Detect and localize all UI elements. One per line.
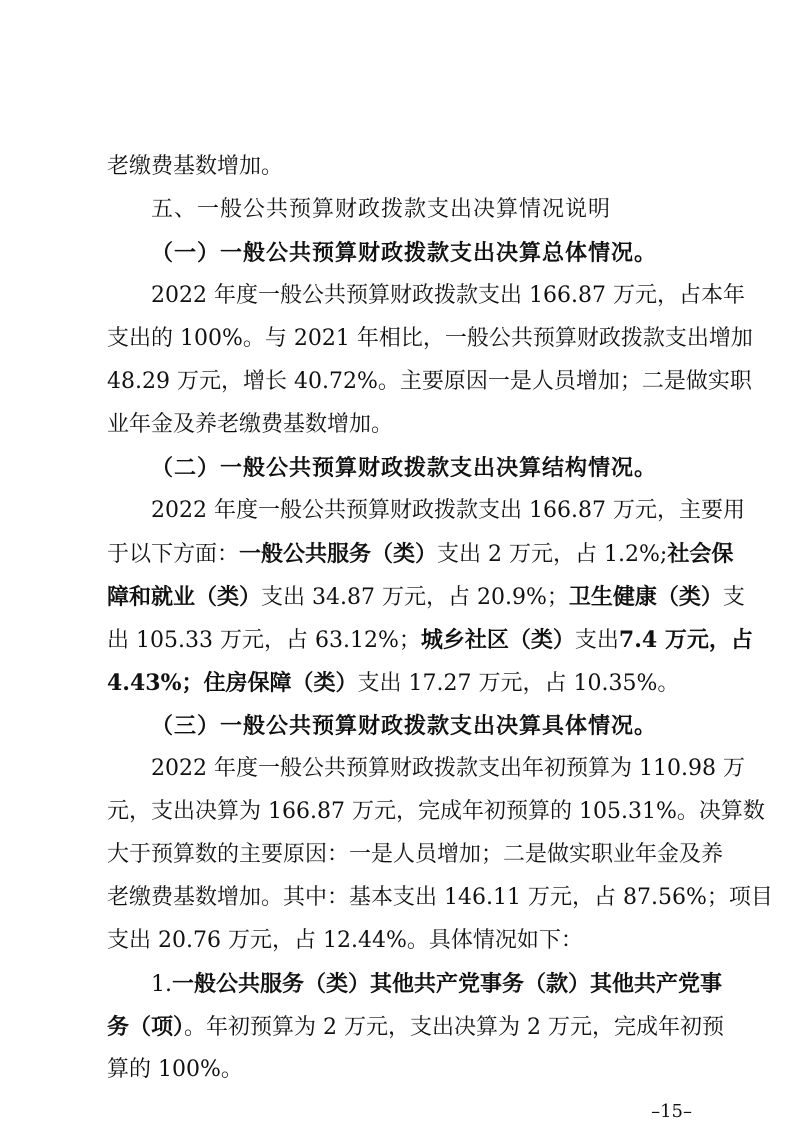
- category-name: 4.43%；住房保障（类）: [107, 670, 358, 696]
- category-name: 一般公共服务（类）: [239, 541, 438, 567]
- text-run: 。年初预算为 2 万元，支出决算为 2 万元，完成年初预: [184, 1015, 724, 1040]
- category-name: 障和就业（类）: [107, 584, 262, 610]
- section-heading: 五、一般公共预算财政拨款支出决算情况说明: [151, 197, 612, 222]
- text-line: 2022 年度一般公共预算财政拨款支出 166.87 万元，占本年: [151, 283, 745, 308]
- text-line: [107, 539, 734, 569]
- text-line: [151, 969, 723, 999]
- text-line: 支出 20.76 万元，占 12.44%。具体情况如下：: [107, 928, 583, 953]
- text-line: 元，支出决算为 166.87 万元，完成年初预算的 105.31%。决算数: [107, 799, 765, 824]
- item-title: 一般公共服务（类）其他共产党事务（款）其他共产党事: [172, 971, 723, 997]
- text-line: [107, 582, 745, 612]
- text-line: 老缴费基数增加。其中：基本支出 146.11 万元，占 87.56%；项目: [107, 885, 773, 910]
- text-run: 支出 34.87 万元，占 20.9%；: [261, 585, 569, 610]
- text-line: 算的 100%。: [107, 1057, 243, 1082]
- text-line: [107, 668, 687, 698]
- text-run: 于以下方面：: [107, 542, 240, 567]
- text-line: 2022 年度一般公共预算财政拨款支出 166.87 万元，主要用: [151, 498, 745, 523]
- text-line: 大于预算数的主要原因：一是人员增加；二是做实职业年金及养: [107, 842, 724, 867]
- item-number: 1.: [151, 972, 172, 997]
- category-name: 社会保: [667, 541, 734, 567]
- text-line: 老缴费基数增加。: [107, 154, 284, 179]
- subsection-heading-3: （三）一般公共预算财政拨款支出决算具体情况。: [151, 713, 658, 739]
- text-run: 支出 17.27 万元，占 10.35%。: [357, 671, 680, 696]
- text-line: 48.29 万元，增长 40.72%。主要原因一是人员增加；二是做实职: [107, 369, 752, 394]
- text-line: 2022 年度一般公共预算财政拨款支出年初预算为 110.98 万: [151, 756, 745, 781]
- page-number: –15–: [651, 1101, 692, 1122]
- category-name: 城乡社区（类）: [420, 627, 575, 653]
- text-run: 支: [722, 585, 745, 610]
- text-run: 支出 2 万元，占 1.2%;: [437, 542, 668, 567]
- bold-amount: 7.4 万元，占: [618, 627, 753, 653]
- subsection-heading-1: （一）一般公共预算财政拨款支出决算总体情况。: [151, 240, 658, 266]
- text-line: [107, 1012, 724, 1042]
- text-line: [107, 625, 753, 655]
- text-run: 出 105.33 万元，占 63.12%；: [107, 628, 421, 653]
- text-run: 支出: [574, 628, 619, 653]
- category-name: 卫生健康（类）: [568, 584, 723, 610]
- item-title: 务（项）: [107, 1014, 185, 1040]
- text-line: 支出的 100%。与 2021 年相比，一般公共预算财政拨款支出增加: [107, 326, 753, 351]
- subsection-heading-2: （二）一般公共预算财政拨款支出决算结构情况。: [151, 455, 658, 481]
- text-line: 业年金及养老缴费基数增加。: [107, 412, 394, 437]
